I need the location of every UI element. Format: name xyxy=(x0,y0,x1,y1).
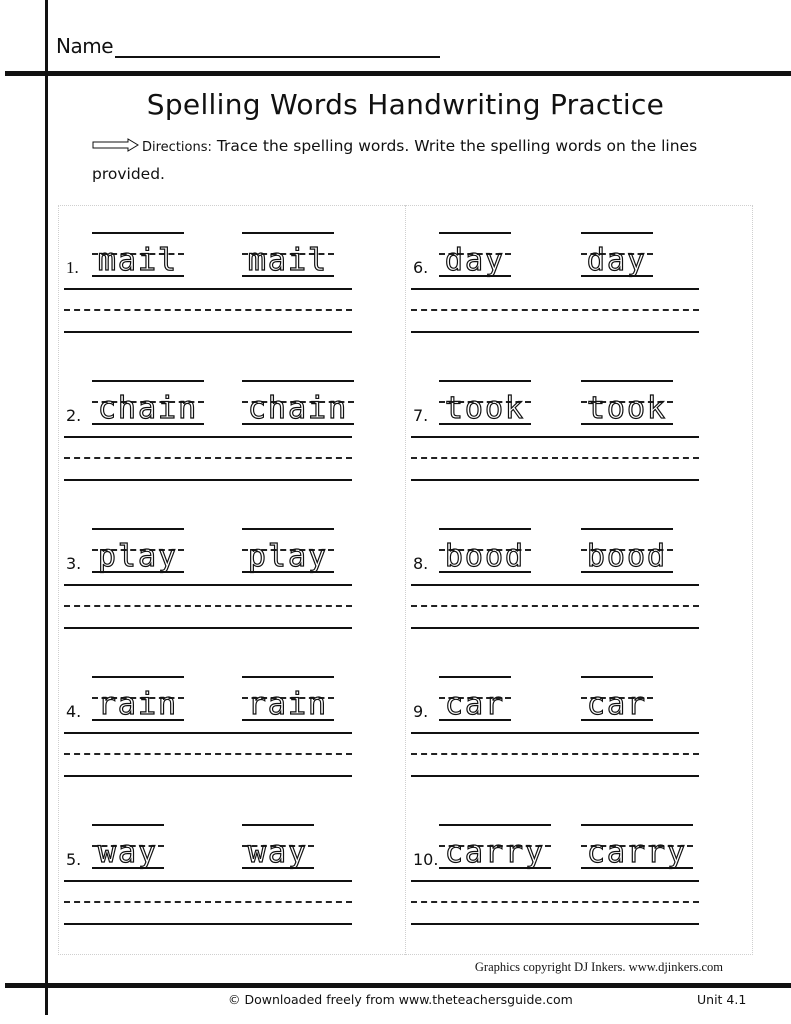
writing-line[interactable] xyxy=(411,880,699,882)
writing-midline[interactable] xyxy=(64,457,352,459)
unit-label: Unit 4.1 xyxy=(697,992,747,1007)
worksheet-title: Spelling Words Handwriting Practice xyxy=(146,88,665,121)
trace-top-line xyxy=(581,380,673,382)
dotted-word: carry xyxy=(586,835,688,870)
item-number: 7. xyxy=(413,406,429,425)
trace-top-line xyxy=(581,676,653,678)
writing-line[interactable] xyxy=(411,331,699,333)
writing-line[interactable] xyxy=(64,775,352,777)
trace-word xyxy=(92,676,184,724)
item-number: 5. xyxy=(66,850,82,869)
trace-top-line xyxy=(92,380,204,382)
trace-top-line xyxy=(439,380,531,382)
writing-line[interactable] xyxy=(64,288,352,290)
spelling-item xyxy=(409,366,709,516)
header-rule xyxy=(5,71,791,76)
spelling-item xyxy=(62,514,362,664)
spelling-item xyxy=(62,366,362,516)
trace-top-line xyxy=(581,824,693,826)
trace-top-line xyxy=(242,380,354,382)
writing-midline[interactable] xyxy=(411,753,699,755)
writing-midline[interactable] xyxy=(411,309,699,311)
writing-line[interactable] xyxy=(411,627,699,629)
trace-word xyxy=(439,380,531,428)
dotted-word: play xyxy=(247,539,329,574)
dotted-word: took xyxy=(586,391,668,426)
trace-top-line xyxy=(92,824,164,826)
trace-top-line xyxy=(242,232,334,234)
writing-midline[interactable] xyxy=(64,753,352,755)
trace-word xyxy=(242,380,354,428)
dotted-word: day xyxy=(444,243,506,278)
spelling-item xyxy=(62,810,362,960)
dotted-word: carry xyxy=(444,835,546,870)
writing-line[interactable] xyxy=(64,732,352,734)
writing-line[interactable] xyxy=(64,923,352,925)
writing-line[interactable] xyxy=(64,627,352,629)
graphics-credit: Graphics copyright DJ Inkers. www.djinkers.com xyxy=(474,960,723,974)
writing-line[interactable] xyxy=(411,436,699,438)
dotted-word: chain xyxy=(247,391,349,426)
writing-midline[interactable] xyxy=(64,309,352,311)
trace-word xyxy=(242,824,314,872)
item-number: 3. xyxy=(66,554,82,573)
dotted-word: day xyxy=(586,243,648,278)
writing-midline[interactable] xyxy=(411,901,699,903)
dotted-word: rain xyxy=(247,687,329,722)
dotted-word: chain xyxy=(97,391,199,426)
item-number: 1. xyxy=(66,258,79,277)
writing-midline[interactable] xyxy=(411,457,699,459)
trace-top-line xyxy=(439,676,511,678)
dotted-word: mail xyxy=(247,243,329,278)
arrow-right-icon xyxy=(92,134,140,160)
trace-top-line xyxy=(92,676,184,678)
dotted-word: took xyxy=(444,391,526,426)
trace-word xyxy=(92,824,164,872)
trace-word xyxy=(92,528,184,576)
spelling-item xyxy=(62,218,362,368)
dotted-word: way xyxy=(97,835,159,870)
dotted-word: bood xyxy=(444,539,526,574)
spelling-item xyxy=(409,662,709,812)
name-label: Name xyxy=(56,34,114,58)
download-notice: © Downloaded freely from www.theteachersguide.com xyxy=(228,992,573,1007)
trace-top-line xyxy=(439,232,511,234)
trace-word xyxy=(581,676,653,724)
name-field[interactable] xyxy=(56,34,440,58)
directions xyxy=(92,133,712,187)
trace-word xyxy=(242,528,334,576)
directions-label: Directions: xyxy=(142,140,212,155)
trace-word xyxy=(581,528,673,576)
item-number: 9. xyxy=(413,702,429,721)
writing-midline[interactable] xyxy=(64,605,352,607)
item-number: 4. xyxy=(66,702,82,721)
writing-line[interactable] xyxy=(411,775,699,777)
writing-line[interactable] xyxy=(64,331,352,333)
item-number: 8. xyxy=(413,554,429,573)
trace-word xyxy=(439,824,551,872)
spelling-item xyxy=(409,810,709,960)
spelling-item xyxy=(409,514,709,664)
trace-word xyxy=(439,528,531,576)
trace-top-line xyxy=(581,232,653,234)
writing-line[interactable] xyxy=(64,479,352,481)
trace-word xyxy=(92,232,184,280)
trace-word xyxy=(439,232,511,280)
trace-top-line xyxy=(439,528,531,530)
column-divider xyxy=(405,205,406,955)
trace-word xyxy=(439,676,511,724)
writing-line[interactable] xyxy=(411,288,699,290)
trace-word xyxy=(581,380,673,428)
spelling-item xyxy=(409,218,709,368)
name-line[interactable] xyxy=(115,36,440,58)
dotted-word: car xyxy=(444,687,506,722)
dotted-word: play xyxy=(97,539,179,574)
trace-top-line xyxy=(581,528,673,530)
writing-midline[interactable] xyxy=(64,901,352,903)
trace-word xyxy=(92,380,204,428)
trace-top-line xyxy=(92,232,184,234)
dotted-word: rain xyxy=(97,687,179,722)
trace-top-line xyxy=(242,528,334,530)
trace-word xyxy=(581,824,693,872)
dotted-word: car xyxy=(586,687,648,722)
directions-text: Trace the spelling words. Write the spelling words on the lines provided. xyxy=(92,137,698,183)
footer-rule xyxy=(5,983,791,988)
item-number: 2. xyxy=(66,406,82,425)
writing-line[interactable] xyxy=(411,923,699,925)
margin-vertical-line xyxy=(45,0,48,1015)
writing-line[interactable] xyxy=(411,479,699,481)
item-number: 6. xyxy=(413,258,429,277)
trace-top-line xyxy=(242,824,314,826)
writing-line[interactable] xyxy=(64,880,352,882)
trace-top-line xyxy=(439,824,551,826)
trace-word xyxy=(581,232,653,280)
writing-line[interactable] xyxy=(411,584,699,586)
trace-word xyxy=(242,232,334,280)
writing-midline[interactable] xyxy=(411,605,699,607)
spelling-item xyxy=(62,662,362,812)
writing-line[interactable] xyxy=(64,584,352,586)
trace-top-line xyxy=(92,528,184,530)
dotted-word: mail xyxy=(97,243,179,278)
trace-word xyxy=(242,676,334,724)
dotted-word: way xyxy=(247,835,309,870)
trace-top-line xyxy=(242,676,334,678)
item-number: 10. xyxy=(413,850,439,869)
writing-line[interactable] xyxy=(411,732,699,734)
writing-line[interactable] xyxy=(64,436,352,438)
dotted-word: bood xyxy=(586,539,668,574)
